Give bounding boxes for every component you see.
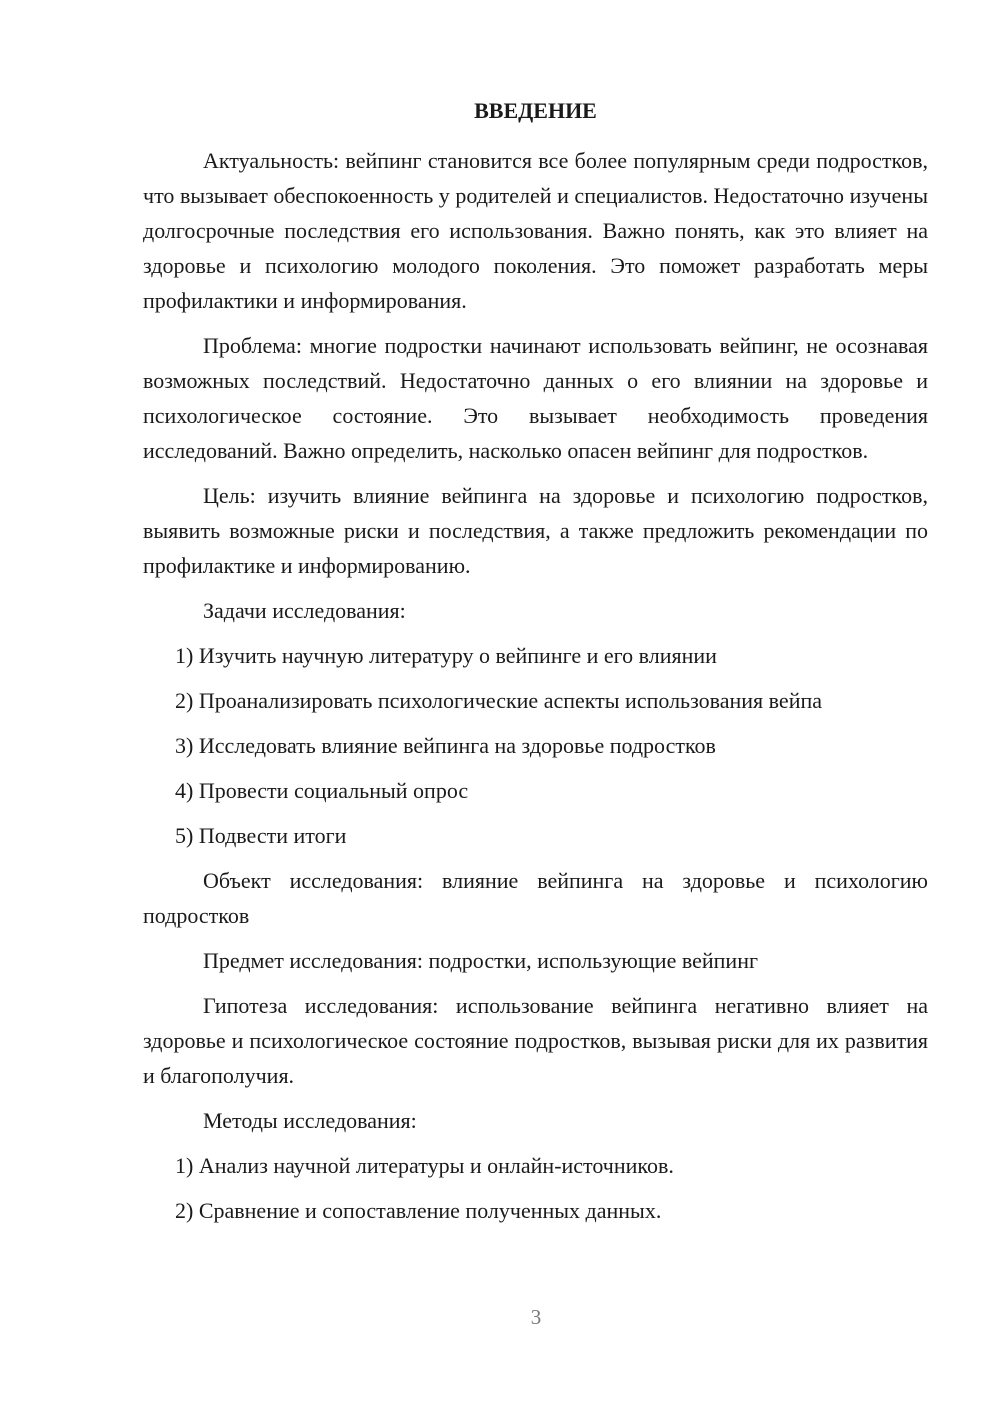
list-item: 1) Анализ научной литературы и онлайн-источников. [175, 1153, 674, 1178]
paragraph: Проблема: многие подростки начинают использовать вейпинг, не осознавая возможных последствий. Недостаточно данных о его влиянии на здоровье и психологическое состояние. Это вызывает необходимость проведения исследований. Важно определить, насколько опасен вейпинг для подростков. [143, 333, 928, 463]
paragraph: Методы исследования: [203, 1108, 417, 1133]
section-title: ВВЕДЕНИЕ [474, 98, 597, 123]
paragraph: Задачи исследования: [203, 598, 406, 623]
body-text [143, 143, 928, 1228]
list-item: 2) Проанализировать психологические аспекты использования вейпа [175, 688, 823, 713]
list-item: 4) Провести социальный опрос [175, 778, 469, 803]
paragraph: Объект исследования: влияние вейпинга на здоровье и психологию подростков [143, 868, 928, 928]
list-item: 1) Изучить научную литературу о вейпинге и его влиянии [175, 643, 717, 668]
page-content [143, 93, 928, 1238]
list-item: 5) Подвести итоги [175, 823, 347, 848]
paragraph: Гипотеза исследования: использование вейпинга негативно влияет на здоровье и психологическое состояние подростков, вызывая риски для их развития и благополучия. [143, 993, 928, 1088]
paragraph: Актуальность: вейпинг становится все более популярным среди подростков, что вызывает обеспокоенность у родителей и специалистов. Недостаточно изучены долгосрочные последствия его использования. Важно понять, как это влияет на здоровье и психологию молодого поколения. Это поможет разработать меры профилактики и информирования. [143, 148, 928, 313]
list-item: 2) Сравнение и сопоставление полученных данных. [175, 1198, 662, 1223]
list-item: 3) Исследовать влияние вейпинга на здоровье подростков [175, 733, 716, 758]
paragraph: Предмет исследования: подростки, использующие вейпинг [203, 948, 758, 973]
page-number: 3 [530, 1305, 542, 1329]
paragraph: Цель: изучить влияние вейпинга на здоровье и психологию подростков, выявить возможные риски и последствия, а также предложить рекомендации по профилактике и информированию. [143, 483, 928, 578]
